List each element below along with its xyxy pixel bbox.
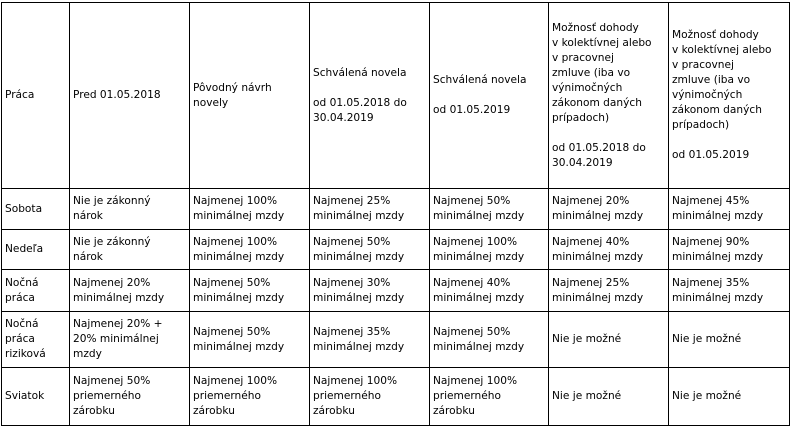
table-cell: Najmenej 90% minimálnej mzdy — [669, 230, 790, 270]
table-cell: Najmenej 35% minimálnej mzdy — [669, 270, 790, 312]
row-label: Sviatok — [2, 368, 70, 426]
table-cell: Najmenej 30% minimálnej mzdy — [310, 270, 430, 312]
header-cell: Práca — [2, 3, 70, 189]
table-cell: Najmenej 45% minimálnej mzdy — [669, 189, 790, 230]
header-cell: Možnosť dohody v kolektívnej alebo v pracovnej zmluve (iba vo výnimočných zákonom daných prípadoch) od 01.05.2018 do 30.04.2019 — [549, 3, 669, 189]
table-cell: Najmenej 50% priemerného zárobku — [70, 368, 190, 426]
table-cell: Najmenej 50% minimálnej mzdy — [190, 312, 310, 368]
table-cell: Nie je možné — [549, 368, 669, 426]
table-cell: Najmenej 25% minimálnej mzdy — [310, 189, 430, 230]
row-label: Nedeľa — [2, 230, 70, 270]
comparison-table — [1, 2, 790, 426]
table-cell: Najmenej 50% minimálnej mzdy — [430, 189, 549, 230]
table-cell: Najmenej 20% minimálnej mzdy — [549, 189, 669, 230]
table-cell: Najmenej 35% minimálnej mzdy — [310, 312, 430, 368]
table-cell: Nie je zákonný nárok — [70, 189, 190, 230]
table-cell: Najmenej 50% minimálnej mzdy — [430, 312, 549, 368]
header-cell: Pôvodný návrh novely — [190, 3, 310, 189]
table-cell: Najmenej 40% minimálnej mzdy — [430, 270, 549, 312]
table-row — [2, 270, 790, 312]
table-cell: Najmenej 100% minimálnej mzdy — [190, 189, 310, 230]
table-row — [2, 230, 790, 270]
row-label: Nočná práca riziková — [2, 312, 70, 368]
row-label: Nočná práca — [2, 270, 70, 312]
table-cell: Najmenej 25% minimálnej mzdy — [549, 270, 669, 312]
table-cell: Najmenej 100% minimálnej mzdy — [430, 230, 549, 270]
table-cell: Najmenej 20% + 20% minimálnej mzdy — [70, 312, 190, 368]
table-cell: Najmenej 100% priemerného zárobku — [190, 368, 310, 426]
table-cell: Nie je zákonný nárok — [70, 230, 190, 270]
header-cell: Schválená novela od 01.05.2018 do 30.04.2019 — [310, 3, 430, 189]
table-header-row — [2, 3, 790, 189]
table-row — [2, 312, 790, 368]
table-cell: Najmenej 50% minimálnej mzdy — [310, 230, 430, 270]
table-cell: Najmenej 100% priemerného zárobku — [430, 368, 549, 426]
header-cell: Pred 01.05.2018 — [70, 3, 190, 189]
table-cell: Nie je možné — [549, 312, 669, 368]
header-cell: Schválená novela od 01.05.2019 — [430, 3, 549, 189]
table-cell: Najmenej 50% minimálnej mzdy — [190, 270, 310, 312]
table-row — [2, 368, 790, 426]
table-row — [2, 189, 790, 230]
row-label: Sobota — [2, 189, 70, 230]
table-cell: Nie je možné — [669, 368, 790, 426]
table-cell: Najmenej 20% minimálnej mzdy — [70, 270, 190, 312]
table-cell: Najmenej 40% minimálnej mzdy — [549, 230, 669, 270]
header-cell: Možnosť dohody v kolektívnej alebo v pracovnej zmluve (iba vo výnimočných zákonom daných prípadoch) od 01.05.2019 — [669, 3, 790, 189]
table-cell: Najmenej 100% minimálnej mzdy — [190, 230, 310, 270]
table-cell: Nie je možné — [669, 312, 790, 368]
table-cell: Najmenej 100% priemerného zárobku — [310, 368, 430, 426]
